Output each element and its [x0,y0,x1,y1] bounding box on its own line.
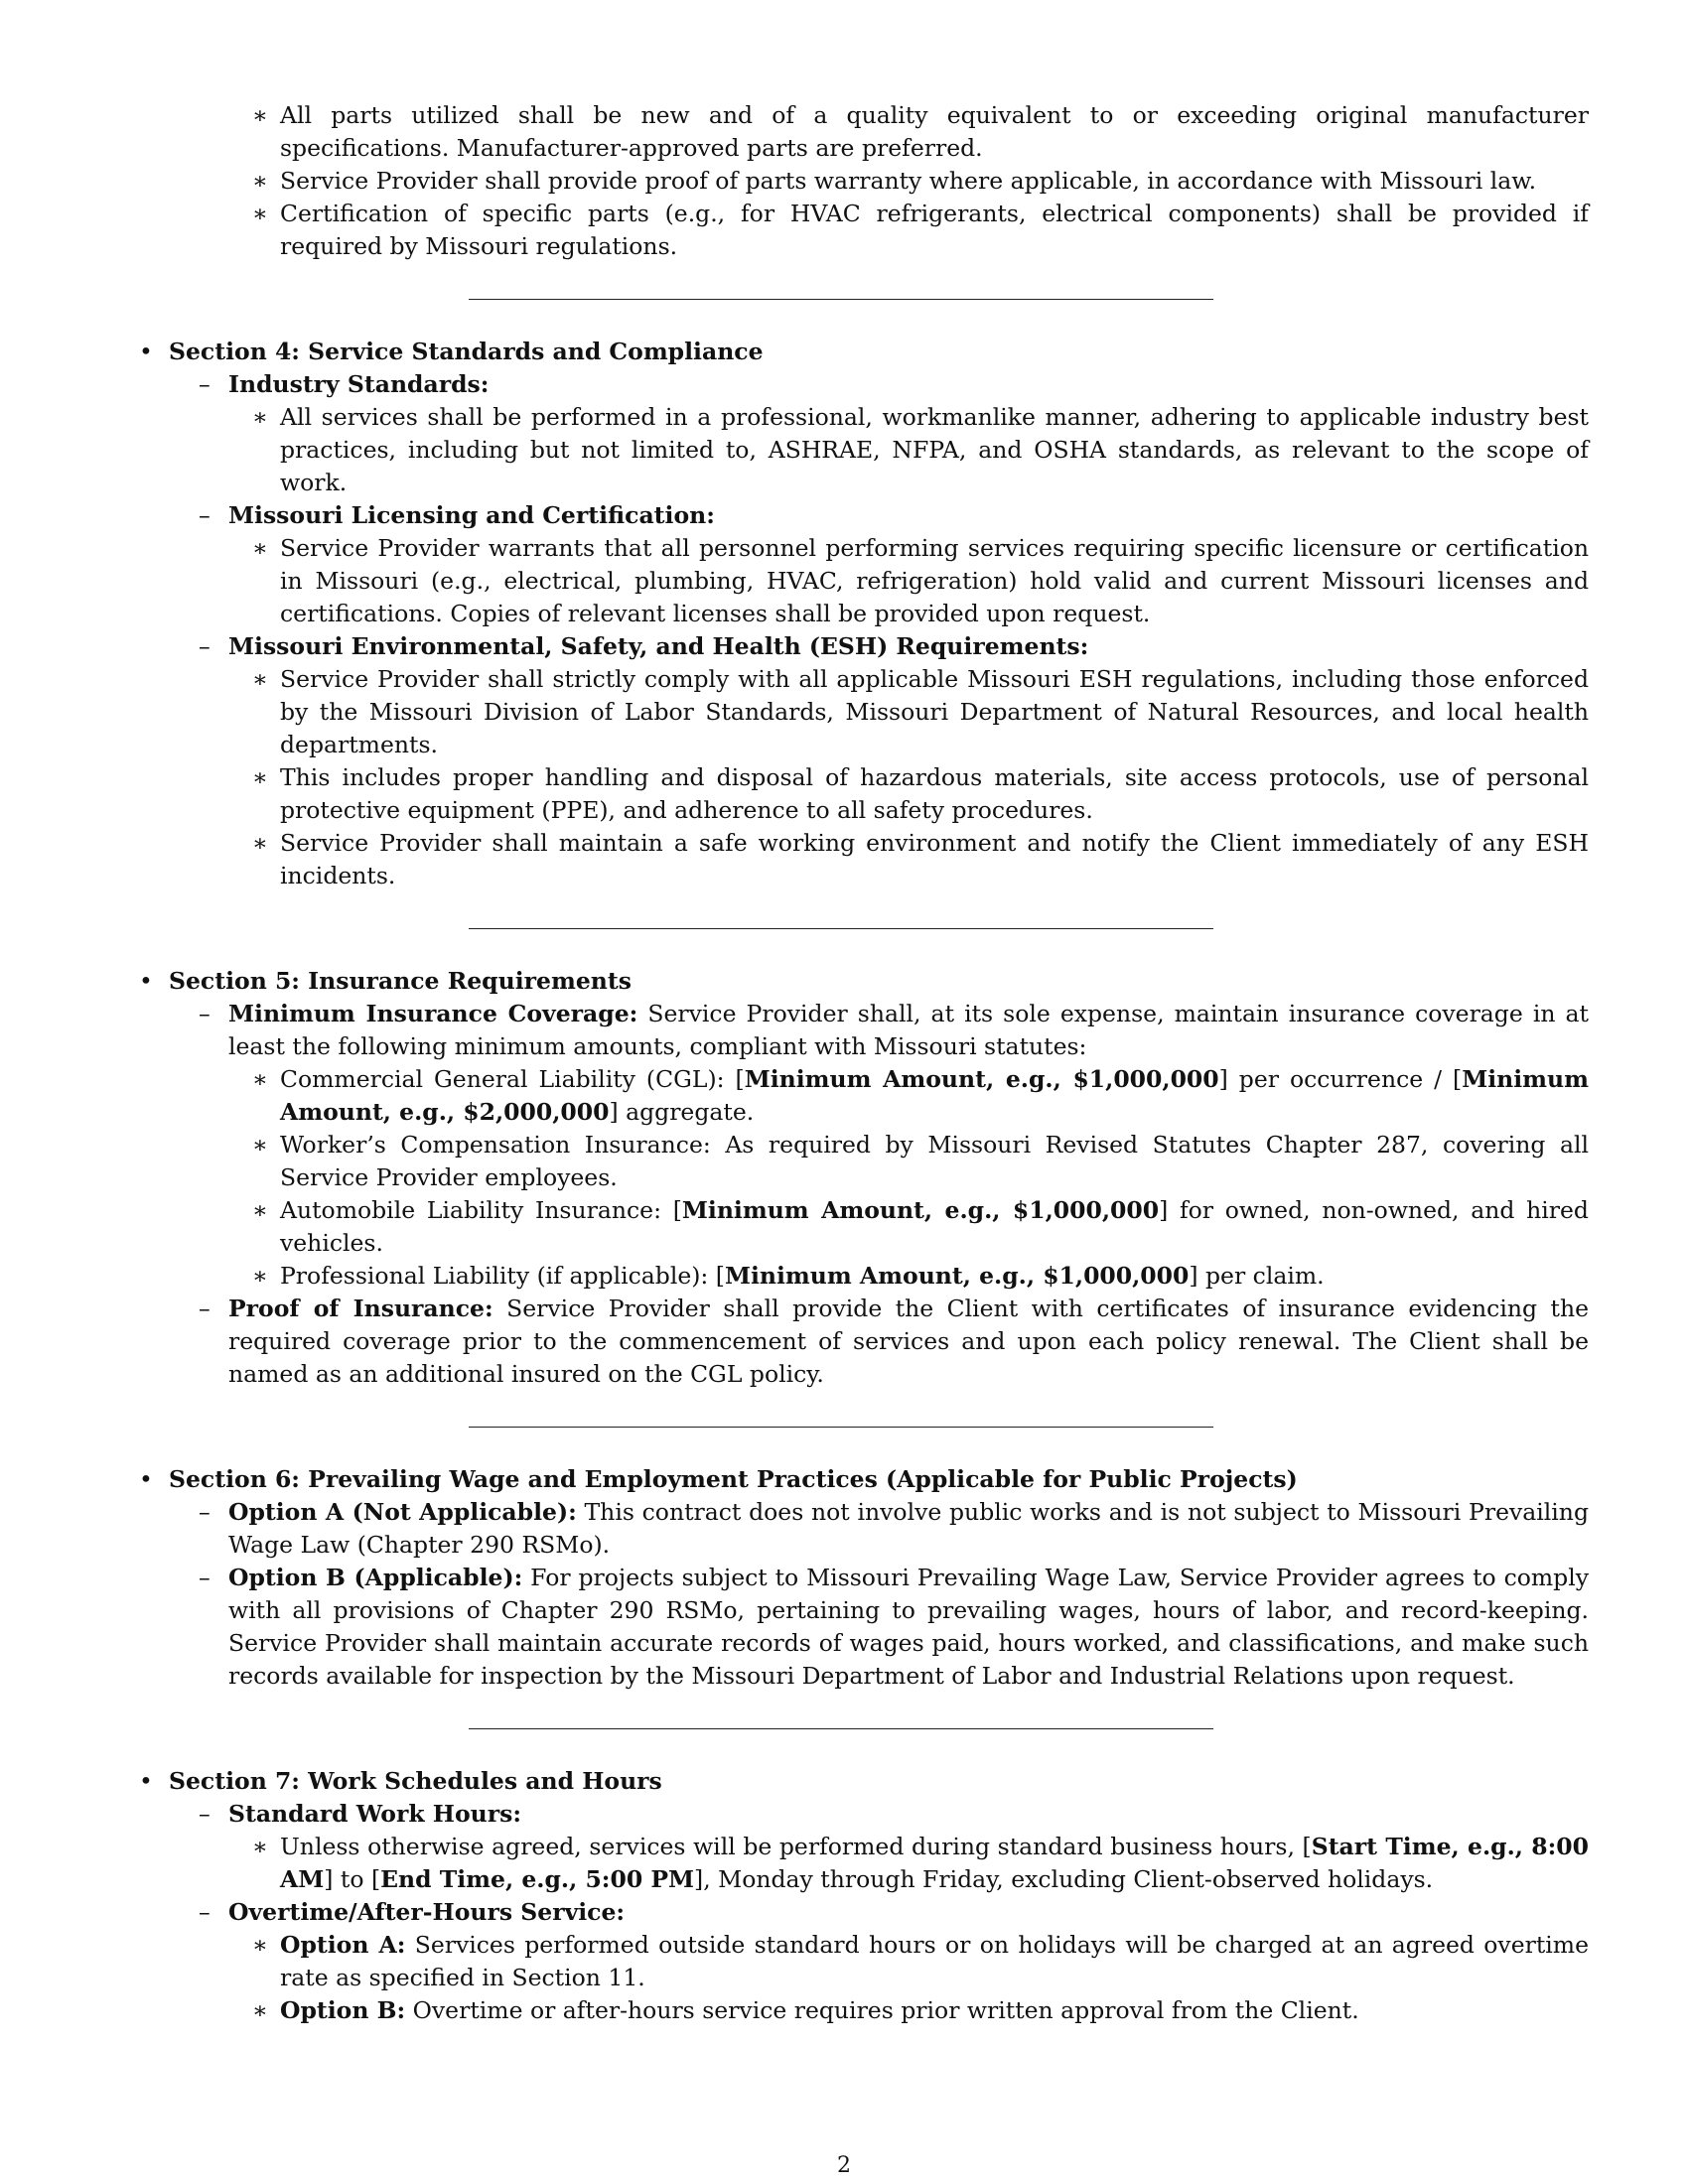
subsection-heading: – Industry Standards: [199,370,490,398]
section-4-heading: • Section 4: Service Standards and Compliance [139,338,764,365]
subsection-heading: – Standard Work Hours: [199,1800,522,1828]
list-item: ∗ Service Provider shall strictly comply with all applicable Missouri ESH regulations, including those enforced by the Missouri Division of Labor Standards, Missouri Department of Natural Resources, and local health departments. [252,665,1589,758]
subsection-paragraph: – Proof of Insurance: Service Provider shall provide the Client with certificates of insurance evidencing the required coverage prior to the commencement of services and upon each policy renewal. The Client shall be named as an additional insured on the CGL policy. [199,1295,1589,1388]
list-item: ∗ Certification of specific parts (e.g., for HVAC refrigerants, electrical components) shall be provided if required by Missouri regulations. [252,200,1589,260]
subsection-heading: – Missouri Environmental, Safety, and Health (ESH) Requirements: [199,632,1089,660]
subsection-paragraph: – Minimum Insurance Coverage: Service Provider shall, at its sole expense, maintain insurance coverage in at least the following minimum amounts, compliant with Missouri statutes: [199,1000,1589,1060]
page-number: 2 [837,2153,851,2178]
list-item: ∗ Service Provider shall provide proof of parts warranty where applicable, in accordance with Missouri law. [252,167,1537,195]
list-item: ∗ Commercial General Liability (CGL): [Minimum Amount, e.g., $1,000,000] per occurrence / [Minimum Amount, e.g., $2,000,000] aggregate. [252,1065,1589,1126]
list-item: ∗ Professional Liability (if applicable): [Minimum Amount, e.g., $1,000,000] per claim. [252,1262,1325,1290]
list-item: ∗ Service Provider warrants that all personnel performing services requiring specific licensure or certification in Missouri (e.g., electrical, plumbing, HVAC, refrigeration) hold valid and current Missouri licenses and certifications. Copies of relevant licenses shall be provided upon request. [252,534,1589,627]
list-item: ∗ Unless otherwise agreed, services will be performed during standard business hours, [Start Time, e.g., 8:00 AM] to [End Time, e.g., 5:00 PM], Monday through Friday, excluding Client-observed holidays. [252,1833,1589,1893]
list-item: ∗ Worker’s Compensation Insurance: As required by Missouri Revised Statutes Chapter 287, covering all Service Provider employees. [252,1131,1589,1191]
list-item: ∗ Option A: Services performed outside standard hours or on holidays will be charged at an agreed overtime rate as specified in Section 11. [252,1931,1589,1991]
list-item: ∗ All services shall be performed in a professional, workmanlike manner, adhering to applicable industry best practices, including but not limited to, ASHRAE, NFPA, and OSHA standards, as relevant to the scope of work. [252,403,1589,496]
list-item: ∗ All parts utilized shall be new and of a quality equivalent to or exceeding original manufacturer specifications. Manufacturer-approved parts are preferred. [252,101,1589,162]
section-divider [469,1728,1213,1729]
section-7-heading: • Section 7: Work Schedules and Hours [139,1767,662,1795]
subsection-paragraph: – Option B (Applicable): For projects subject to Missouri Prevailing Wage Law, Service Provider agrees to comply with all provisions of Chapter 290 RSMo, pertaining to prevailing wages, hours of labor, and record-keeping. Service Provider shall maintain accurate records of wages paid, hours worked, and classifications, and make such records available for inspection by the Missouri Department of Labor and Industrial Relations upon request. [199,1564,1589,1690]
document-content [129,99,1589,2027]
section-divider [469,928,1213,929]
subsection-paragraph: – Option A (Not Applicable): This contract does not involve public works and is not subject to Missouri Prevailing Wage Law (Chapter 290 RSMo). [199,1498,1589,1559]
section-5-heading: • Section 5: Insurance Requirements [139,967,632,995]
list-item: ∗ Option B: Overtime or after-hours service requires prior written approval from the Client. [252,1996,1359,2024]
list-item: ∗ This includes proper handling and disposal of hazardous materials, site access protocols, use of personal protective equipment (PPE), and adherence to all safety procedures. [252,763,1589,824]
section-divider [469,299,1213,300]
section-6-heading: • Section 6: Prevailing Wage and Employment Practices (Applicable for Public Projects) [139,1465,1298,1493]
subsection-heading: – Missouri Licensing and Certification: [199,501,715,529]
subsection-heading: – Overtime/After-Hours Service: [199,1898,626,1926]
list-item: ∗ Service Provider shall maintain a safe working environment and notify the Client immediately of any ESH incidents. [252,829,1589,889]
section-divider [469,1427,1213,1428]
list-item: ∗ Automobile Liability Insurance: [Minimum Amount, e.g., $1,000,000] for owned, non-owned, and hired vehicles. [252,1196,1589,1257]
